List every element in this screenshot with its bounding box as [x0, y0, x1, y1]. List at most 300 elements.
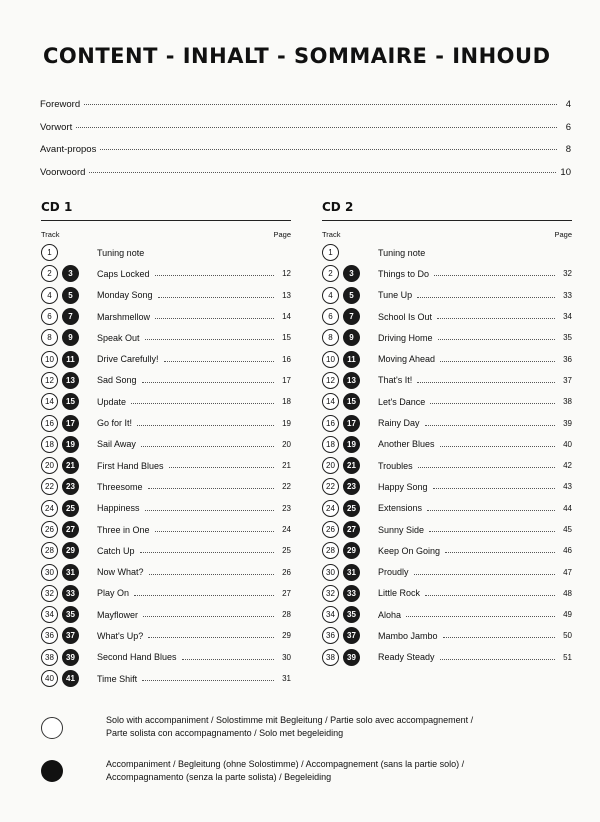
track-row — [41, 476, 291, 497]
track-row — [41, 348, 291, 369]
solo-track-number: 16 — [322, 415, 339, 432]
track-page: 15 — [282, 333, 291, 343]
track-numbers — [322, 393, 378, 410]
dot-leader — [84, 104, 557, 105]
track-row — [322, 625, 572, 646]
track-numbers — [322, 500, 378, 517]
accompaniment-track-number: 5 — [62, 287, 79, 304]
track-row — [322, 647, 572, 668]
track-page: 12 — [282, 269, 291, 279]
track-numbers — [322, 521, 378, 538]
solo-track-number: 28 — [322, 542, 339, 559]
dot-leader — [445, 552, 555, 553]
intro-page: 10 — [560, 167, 571, 179]
track-page: 48 — [563, 588, 572, 598]
track-numbers — [322, 457, 378, 474]
dot-leader — [158, 297, 274, 298]
track-title: Caps Locked — [97, 268, 150, 279]
track-row — [322, 476, 572, 497]
accompaniment-track-number: 35 — [62, 606, 79, 623]
solo-track-number: 22 — [322, 478, 339, 495]
solo-track-number: 20 — [41, 457, 58, 474]
track-numbers — [41, 585, 97, 602]
solo-track-number: 32 — [322, 585, 339, 602]
solo-track-number: 14 — [322, 393, 339, 410]
track-title: Monday Song — [97, 290, 153, 301]
dot-leader — [145, 510, 274, 511]
track-page: 13 — [282, 290, 291, 300]
intro-label: Avant-propos — [40, 144, 97, 156]
accompaniment-track-number: 25 — [343, 500, 360, 517]
accompaniment-track-number: 3 — [343, 265, 360, 282]
dot-leader — [137, 425, 274, 426]
track-numbers — [41, 372, 97, 389]
solo-track-number: 14 — [41, 393, 58, 410]
accompaniment-track-number: 11 — [62, 351, 79, 368]
track-numbers — [41, 265, 97, 282]
track-numbers — [322, 265, 378, 282]
track-title: Sunny Side — [378, 524, 425, 535]
solo-track-number: 2 — [322, 265, 339, 282]
solo-track-number: 2 — [41, 265, 58, 282]
track-row — [41, 604, 291, 625]
track-title: Mambo Jambo — [378, 630, 438, 641]
dot-leader — [169, 467, 274, 468]
track-title: First Hand Blues — [97, 460, 164, 471]
legend-line: Accompagnamento (senza la parte solista) / Begeleiding — [106, 772, 332, 782]
track-numbers — [41, 436, 97, 453]
track-row — [41, 370, 291, 391]
track-title: Troubles — [378, 460, 413, 471]
track-title: Extensions — [378, 503, 423, 514]
track-page: 17 — [282, 375, 291, 385]
track-page: 23 — [282, 503, 291, 513]
track-page: 22 — [282, 482, 291, 492]
solo-track-number: 26 — [322, 521, 339, 538]
track-title: Marshmellow — [97, 311, 151, 322]
solo-track-number: 36 — [41, 627, 58, 644]
track-title: Happiness — [97, 503, 140, 514]
track-numbers — [41, 415, 97, 432]
track-page: 25 — [282, 546, 291, 556]
track-title: Threesome — [97, 481, 143, 492]
track-numbers — [322, 542, 378, 559]
cd2-section — [322, 200, 572, 668]
track-page: 28 — [282, 610, 291, 620]
track-row — [322, 455, 572, 476]
track-title: Keep On Going — [378, 545, 441, 556]
dot-leader — [148, 488, 274, 489]
accompaniment-track-number: 41 — [62, 670, 79, 687]
track-row — [41, 498, 291, 519]
track-numbers — [41, 670, 97, 687]
track-page: 32 — [563, 269, 572, 279]
dot-leader — [440, 361, 555, 362]
accompaniment-track-number: 9 — [62, 329, 79, 346]
dot-leader — [429, 531, 555, 532]
solo-track-number: 1 — [41, 244, 58, 261]
track-numbers — [41, 287, 97, 304]
track-row — [41, 668, 291, 689]
solo-track-number: 1 — [322, 244, 339, 261]
track-numbers — [322, 329, 378, 346]
track-page: 50 — [563, 631, 572, 641]
track-row — [41, 540, 291, 561]
track-row — [41, 455, 291, 476]
dot-leader — [89, 172, 556, 173]
track-page: 30 — [282, 652, 291, 662]
track-title: Time Shift — [97, 673, 138, 684]
intro-item — [40, 122, 571, 145]
dot-leader — [440, 659, 555, 660]
track-row — [322, 540, 572, 561]
solo-track-number: 30 — [322, 564, 339, 581]
solo-track-number: 22 — [41, 478, 58, 495]
dot-leader — [182, 659, 274, 660]
cd1-heading: CD 1 — [41, 200, 291, 221]
track-title: Let's Dance — [378, 396, 426, 407]
track-numbers — [41, 564, 97, 581]
solo-track-number: 28 — [41, 542, 58, 559]
track-title: Sail Away — [97, 439, 136, 450]
track-page: 51 — [563, 652, 572, 662]
track-page: 49 — [563, 610, 572, 620]
accompaniment-track-number: 37 — [62, 627, 79, 644]
accompaniment-track-number: 5 — [343, 287, 360, 304]
track-numbers — [322, 627, 378, 644]
accompaniment-track-number: 17 — [343, 415, 360, 432]
track-page: 44 — [563, 503, 572, 513]
track-page: 14 — [282, 312, 291, 322]
track-title: What's Up? — [97, 630, 144, 641]
track-title: Tuning note — [378, 247, 426, 258]
track-numbers — [41, 521, 97, 538]
accompaniment-track-number: 21 — [343, 457, 360, 474]
dot-leader — [155, 275, 274, 276]
track-page: 39 — [563, 418, 572, 428]
filled-circle-icon — [41, 760, 63, 782]
accompaniment-track-number: 11 — [343, 351, 360, 368]
dot-leader — [164, 361, 274, 362]
intro-label: Vorwort — [40, 121, 73, 133]
track-numbers — [41, 500, 97, 517]
track-numbers — [41, 457, 97, 474]
dot-leader — [417, 297, 555, 298]
dot-leader — [141, 446, 274, 447]
track-row — [322, 370, 572, 391]
track-row — [41, 306, 291, 327]
track-numbers — [322, 287, 378, 304]
track-page: 43 — [563, 482, 572, 492]
accompaniment-track-number: 27 — [343, 521, 360, 538]
dot-leader — [418, 467, 555, 468]
track-row — [322, 306, 572, 327]
legend-line: Solo with accompaniment / Solostimme mit Begleitung / Partie solo avec accompagnement / — [106, 715, 474, 725]
dot-leader — [425, 595, 555, 596]
dot-leader — [155, 318, 274, 319]
legend-solo-text — [106, 714, 526, 740]
accompaniment-track-number: 9 — [343, 329, 360, 346]
track-title: Play On — [97, 588, 130, 599]
track-numbers — [322, 308, 378, 325]
track-title: Moving Ahead — [378, 354, 436, 365]
track-title: Driving Home — [378, 332, 433, 343]
track-row — [41, 625, 291, 646]
cd1-track-list — [41, 242, 291, 689]
track-title: Go for It! — [97, 418, 133, 429]
track-numbers — [41, 478, 97, 495]
track-page: 21 — [282, 461, 291, 471]
page-title: CONTENT - INHALT - SOMMAIRE - INHOUD — [43, 44, 551, 68]
track-row — [322, 242, 572, 263]
dot-leader — [443, 637, 555, 638]
dot-leader — [427, 510, 555, 511]
track-page: 24 — [282, 525, 291, 534]
accompaniment-track-number: 19 — [343, 436, 360, 453]
page-header: Page — [273, 230, 291, 239]
track-row — [322, 434, 572, 455]
track-row — [322, 391, 572, 412]
track-row — [41, 263, 291, 284]
track-page: 45 — [563, 525, 572, 534]
accompaniment-track-number: 27 — [62, 521, 79, 538]
solo-track-number: 38 — [41, 649, 58, 666]
track-row — [322, 412, 572, 433]
track-numbers — [41, 542, 97, 559]
track-numbers — [41, 329, 97, 346]
track-page: 20 — [282, 439, 291, 449]
accompaniment-track-number: 33 — [343, 585, 360, 602]
track-row — [322, 498, 572, 519]
intro-page: 8 — [565, 144, 571, 156]
dot-leader — [406, 616, 555, 617]
solo-track-number: 34 — [41, 606, 58, 623]
track-title: Things to Do — [378, 268, 430, 279]
dot-leader — [148, 637, 274, 638]
accompaniment-track-number: 7 — [343, 308, 360, 325]
intro-page: 6 — [565, 121, 571, 133]
track-numbers — [41, 351, 97, 368]
solo-track-number: 20 — [322, 457, 339, 474]
track-numbers — [322, 564, 378, 581]
track-page: 31 — [282, 674, 291, 684]
intro-item — [40, 99, 571, 122]
accompaniment-track-number: 29 — [62, 542, 79, 559]
solo-track-number: 4 — [322, 287, 339, 304]
solo-track-number: 38 — [322, 649, 339, 666]
cd1-column-headers — [41, 230, 291, 239]
intro-label: Voorwoord — [40, 167, 86, 179]
track-title: Three in One — [97, 524, 150, 535]
track-title: Happy Song — [378, 481, 428, 492]
track-page: 42 — [563, 461, 572, 471]
solo-track-number: 18 — [322, 436, 339, 453]
open-circle-icon — [41, 717, 63, 739]
solo-track-number: 16 — [41, 415, 58, 432]
accompaniment-track-number: 17 — [62, 415, 79, 432]
solo-track-number: 12 — [322, 372, 339, 389]
dot-leader — [433, 488, 555, 489]
track-title: Another Blues — [378, 439, 435, 450]
track-page: 27 — [282, 588, 291, 598]
track-row — [41, 391, 291, 412]
track-row — [322, 583, 572, 604]
accompaniment-track-number: 19 — [62, 436, 79, 453]
track-page: 34 — [563, 312, 572, 322]
accompaniment-track-number: 21 — [62, 457, 79, 474]
dot-leader — [438, 339, 555, 340]
legend-line: Parte solista con accompagnamento / Solo met begeleiding — [106, 728, 344, 738]
accompaniment-track-number: 3 — [62, 265, 79, 282]
track-title: Tuning note — [97, 247, 145, 258]
track-page: 36 — [563, 354, 572, 364]
track-page: 37 — [563, 375, 572, 385]
track-title: School Is Out — [378, 311, 433, 322]
solo-track-number: 24 — [41, 500, 58, 517]
track-row — [41, 412, 291, 433]
track-row — [322, 561, 572, 582]
dot-leader — [142, 382, 274, 383]
accompaniment-track-number: 15 — [343, 393, 360, 410]
accompaniment-track-number: 39 — [343, 649, 360, 666]
dot-leader — [145, 339, 274, 340]
dot-leader — [100, 149, 557, 150]
track-page: 33 — [563, 290, 572, 300]
track-title: Proudly — [378, 567, 409, 578]
solo-track-number: 6 — [41, 308, 58, 325]
solo-track-number: 12 — [41, 372, 58, 389]
track-header: Track — [322, 230, 341, 239]
track-row — [41, 561, 291, 582]
solo-track-number: 10 — [322, 351, 339, 368]
track-title: Now What? — [97, 567, 144, 578]
track-row — [322, 604, 572, 625]
track-numbers — [41, 606, 97, 623]
track-title: Tune Up — [378, 290, 413, 301]
dot-leader — [134, 595, 274, 596]
dot-leader — [131, 403, 274, 404]
track-row — [322, 519, 572, 540]
track-page: 19 — [282, 418, 291, 428]
solo-track-number: 32 — [41, 585, 58, 602]
accompaniment-track-number: 39 — [62, 649, 79, 666]
dot-leader — [437, 318, 555, 319]
solo-track-number: 8 — [322, 329, 339, 346]
solo-track-number: 40 — [41, 670, 58, 687]
accompaniment-track-number: 33 — [62, 585, 79, 602]
dot-leader — [425, 425, 555, 426]
track-row — [41, 434, 291, 455]
accompaniment-track-number: 35 — [343, 606, 360, 623]
accompaniment-track-number: 15 — [62, 393, 79, 410]
track-numbers — [322, 351, 378, 368]
dot-leader — [142, 680, 274, 681]
track-page: 18 — [282, 397, 291, 407]
track-row — [322, 348, 572, 369]
track-page: 38 — [563, 397, 572, 407]
track-row — [322, 327, 572, 348]
track-page: 16 — [282, 354, 291, 364]
track-title: Update — [97, 396, 127, 407]
solo-track-number: 36 — [322, 627, 339, 644]
dot-leader — [434, 275, 555, 276]
cd1-section — [41, 200, 291, 689]
accompaniment-track-number: 31 — [62, 564, 79, 581]
track-row — [41, 647, 291, 668]
track-header: Track — [41, 230, 60, 239]
intro-label: Foreword — [40, 99, 81, 110]
dot-leader — [440, 446, 555, 447]
track-title: Second Hand Blues — [97, 652, 177, 663]
dot-leader — [414, 574, 555, 575]
track-numbers — [322, 649, 378, 666]
track-row — [41, 519, 291, 540]
track-page: 47 — [563, 567, 572, 577]
solo-track-number: 10 — [41, 351, 58, 368]
solo-track-number: 18 — [41, 436, 58, 453]
track-numbers — [41, 627, 97, 644]
accompaniment-track-number: 23 — [62, 478, 79, 495]
dot-leader — [430, 403, 555, 404]
accompaniment-track-number: 25 — [62, 500, 79, 517]
track-numbers — [322, 244, 378, 261]
accompaniment-track-number: 23 — [343, 478, 360, 495]
dot-leader — [76, 127, 557, 128]
track-page: 40 — [563, 439, 572, 449]
cd2-track-list — [322, 242, 572, 668]
track-title: That's It! — [378, 375, 413, 386]
cd2-column-headers — [322, 230, 572, 239]
track-numbers — [41, 393, 97, 410]
intro-item — [40, 167, 571, 190]
dot-leader — [149, 574, 274, 575]
track-row — [322, 285, 572, 306]
dot-leader — [417, 382, 555, 383]
track-page: 35 — [563, 333, 572, 343]
accompaniment-track-number: 31 — [343, 564, 360, 581]
solo-track-number: 8 — [41, 329, 58, 346]
track-row — [322, 263, 572, 284]
accompaniment-track-number: 7 — [62, 308, 79, 325]
track-title: Little Rock — [378, 588, 421, 599]
intro-page: 4 — [565, 99, 571, 110]
intro-item — [40, 144, 571, 167]
solo-track-number: 6 — [322, 308, 339, 325]
track-numbers — [322, 585, 378, 602]
track-numbers — [322, 478, 378, 495]
accompaniment-track-number: 13 — [343, 372, 360, 389]
cd2-heading: CD 2 — [322, 200, 572, 221]
track-numbers — [41, 308, 97, 325]
solo-track-number: 4 — [41, 287, 58, 304]
page-header: Page — [554, 230, 572, 239]
track-page: 26 — [282, 567, 291, 577]
track-title: Drive Carefully! — [97, 354, 159, 365]
track-title: Aloha — [378, 609, 402, 620]
track-numbers — [322, 372, 378, 389]
track-numbers — [322, 415, 378, 432]
legend-line: Accompaniment / Begleitung (ohne Solostimme) / Accompagnement (sans la partie solo) / — [106, 759, 465, 769]
track-page: 29 — [282, 631, 291, 641]
solo-track-number: 24 — [322, 500, 339, 517]
accompaniment-track-number: 13 — [62, 372, 79, 389]
dot-leader — [140, 552, 274, 553]
track-title: Ready Steady — [378, 652, 435, 663]
track-title: Mayflower — [97, 609, 139, 620]
track-numbers — [41, 244, 97, 261]
track-title: Rainy Day — [378, 418, 420, 429]
solo-track-number: 30 — [41, 564, 58, 581]
